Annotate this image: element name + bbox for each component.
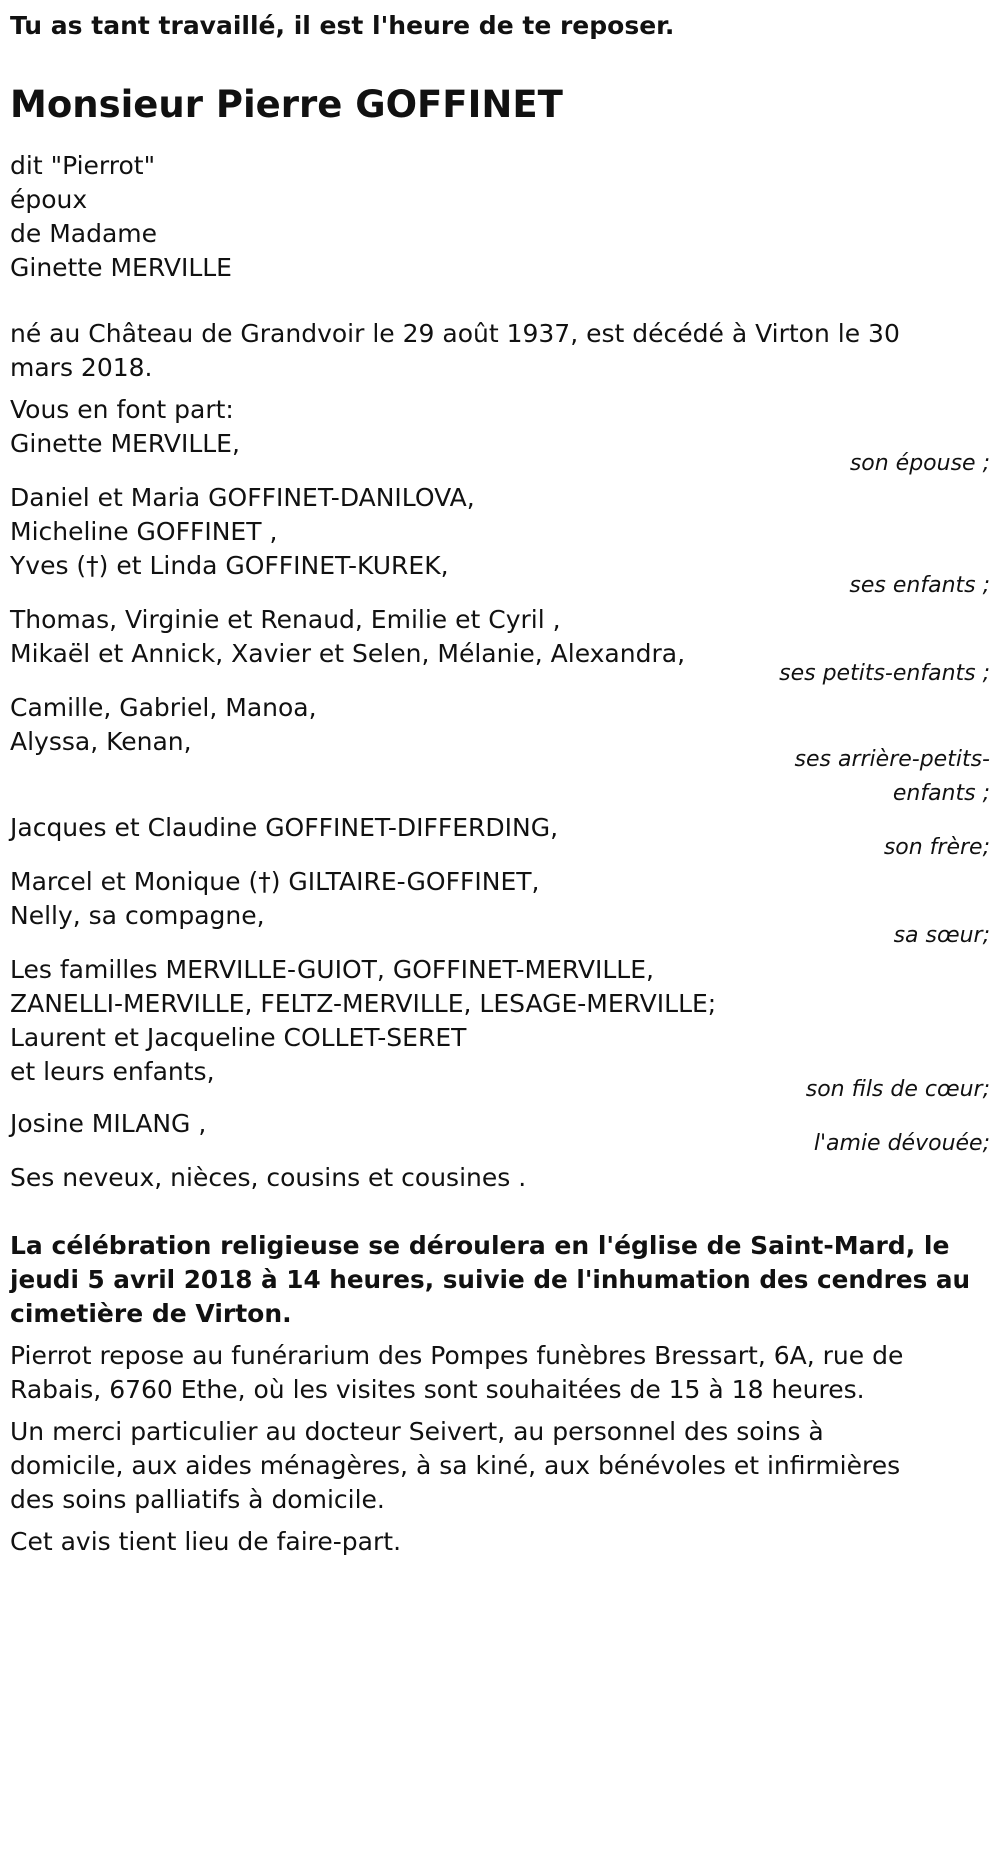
family-role: ses petits-enfants ;: [779, 661, 990, 686]
family-role: son frère;: [883, 835, 990, 860]
family-name-line: Jacques et Claudine GOFFINET-DIFFERDING,: [10, 813, 559, 842]
thanks-line: des soins palliatifs à domicile.: [10, 1485, 385, 1514]
rest-line: Rabais, 6760 Ethe, où les visites sont souhaitées de 15 à 18 heures.: [10, 1375, 865, 1404]
family-role: enfants ;: [892, 781, 990, 806]
family-name-line: ZANELLI-MERVILLE, FELTZ-MERVILLE, LESAGE-MERVILLE;: [10, 989, 717, 1018]
family-name-line: Les familles MERVILLE-GUIOT, GOFFINET-MERVILLE,: [10, 955, 654, 984]
announce-text: Vous en font part:: [10, 395, 234, 424]
family-name-line: Camille, Gabriel, Manoa,: [10, 693, 317, 722]
ceremony-line: jeudi 5 avril 2018 à 14 heures, suivie de l'inhumation des cendres au: [10, 1265, 971, 1294]
birth-line: mars 2018.: [10, 353, 153, 382]
family-name-line: Micheline GOFFINET ,: [10, 517, 278, 546]
family-role: ses arrière-petits-: [794, 747, 990, 772]
family-name-line: Mikaël et Annick, Xavier et Selen, Mélanie, Alexandra,: [10, 639, 686, 668]
family-name-line: Alyssa, Kenan,: [10, 727, 192, 756]
family-name-line: et leurs enfants,: [10, 1057, 215, 1086]
family-name-line: Thomas, Virginie et Renaud, Emilie et Cyril ,: [10, 605, 561, 634]
family-name-line: Laurent et Jacqueline COLLET-SERET: [10, 1023, 467, 1052]
intro-line: époux: [10, 185, 88, 214]
family-name-line: Nelly, sa compagne,: [10, 901, 265, 930]
family-role: ses enfants ;: [849, 573, 990, 598]
closing-line: Cet avis tient lieu de faire-part.: [10, 1527, 402, 1556]
family-role: son épouse ;: [849, 451, 990, 476]
family-role: sa sœur;: [893, 923, 990, 948]
family-role: son fils de cœur;: [805, 1077, 990, 1102]
family-role: l'amie dévouée;: [813, 1131, 990, 1156]
thanks-line: domicile, aux aides ménagères, à sa kiné, aux bénévoles et infirmières: [10, 1451, 901, 1480]
intro-line: de Madame: [10, 219, 158, 248]
rest-line: Pierrot repose au funérarium des Pompes funèbres Bressart, 6A, rue de: [10, 1341, 904, 1370]
family-name-line: Ginette MERVILLE,: [10, 429, 240, 458]
family-name-line: Yves (†) et Linda GOFFINET-KUREK,: [10, 551, 449, 580]
family-name-line: Daniel et Maria GOFFINET-DANILOVA,: [10, 483, 475, 512]
family-name-line: Josine MILANG ,: [10, 1109, 207, 1138]
deceased-name: Monsieur Pierre GOFFINET: [10, 83, 563, 126]
others-line: Ses neveux, nièces, cousins et cousines .: [10, 1163, 527, 1192]
ceremony-line: La célébration religieuse se déroulera en l'église de Saint-Mard, le: [10, 1231, 950, 1260]
family-name-line: Marcel et Monique (†) GILTAIRE-GOFFINET,: [10, 867, 540, 896]
intro-line: dit "Pierrot": [10, 151, 156, 180]
thanks-line: Un merci particulier au docteur Seivert, au personnel des soins à: [10, 1417, 824, 1446]
ceremony-line: cimetière de Virton.: [10, 1299, 292, 1328]
intro-line: Ginette MERVILLE: [10, 253, 232, 282]
birth-line: né au Château de Grandvoir le 29 août 1937, est décédé à Virton le 30: [10, 319, 900, 348]
header-quote: Tu as tant travaillé, il est l'heure de te reposer.: [10, 11, 675, 40]
